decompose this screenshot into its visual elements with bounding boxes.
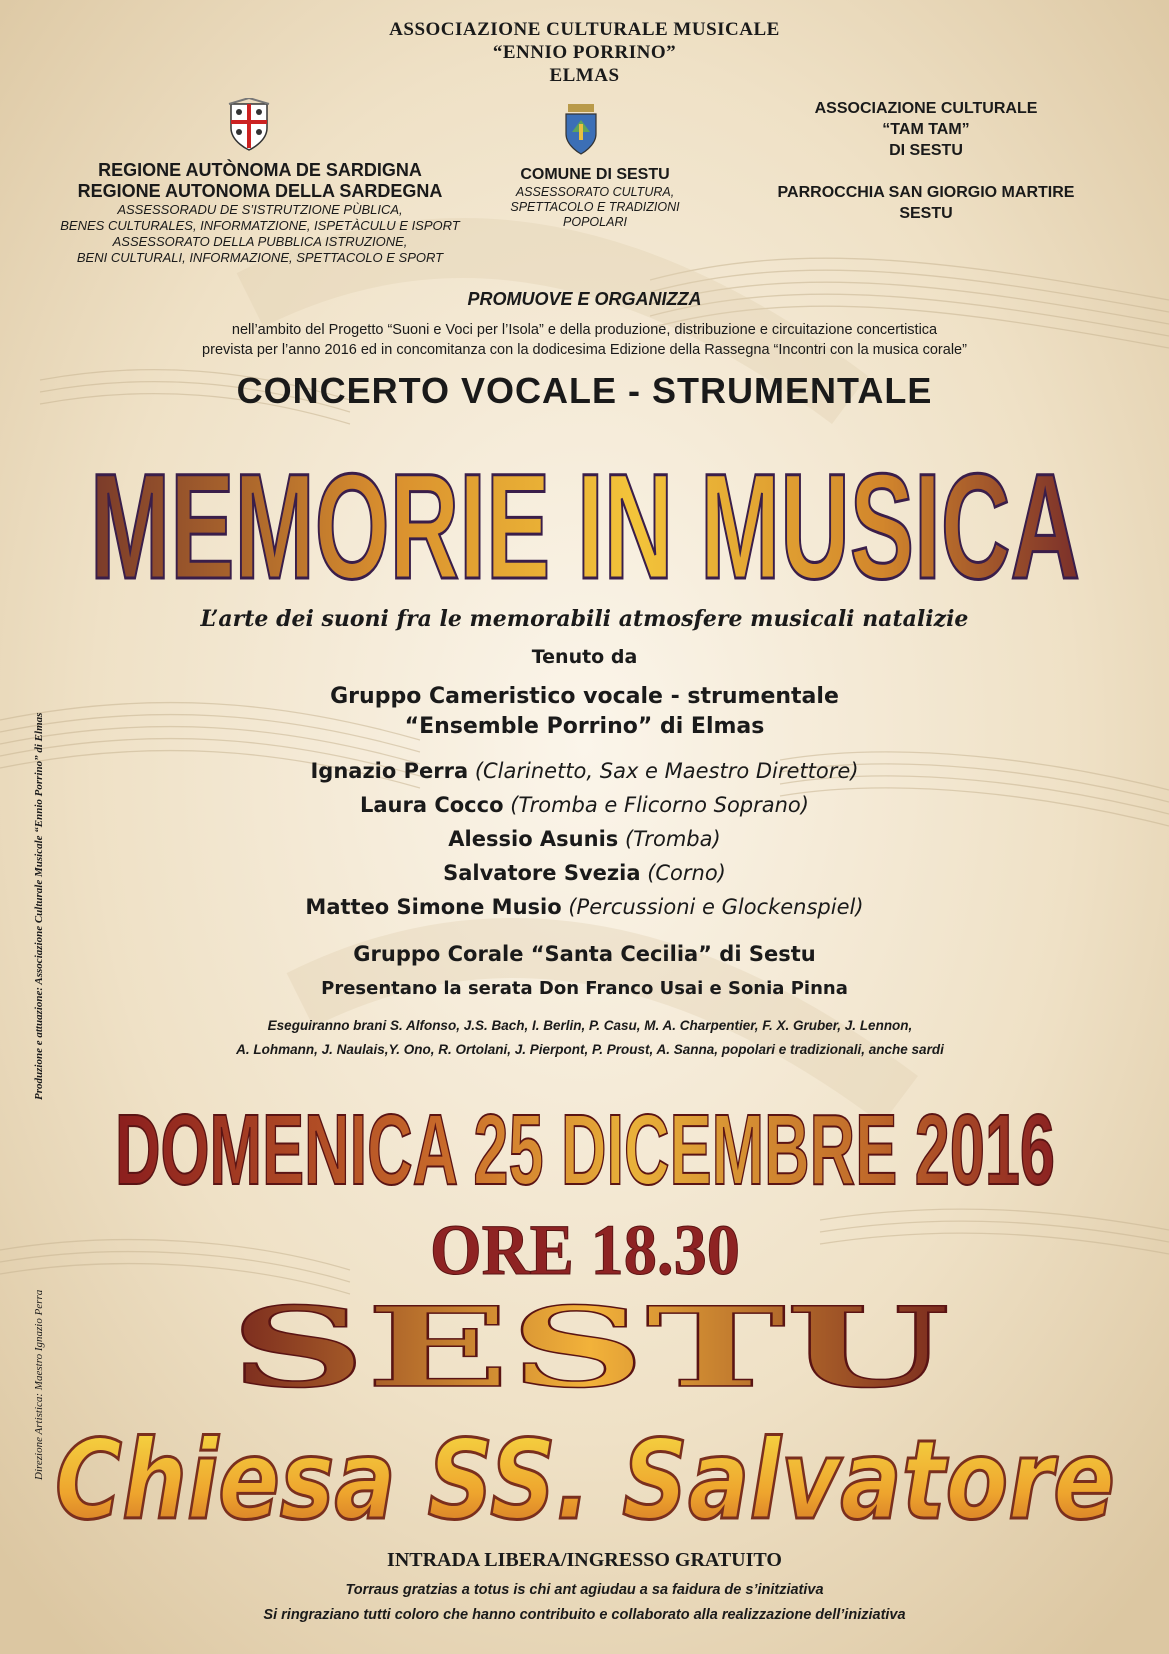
- region-sardinian-name: REGIONE AUTÒNOMA DE SARDIGNA: [98, 160, 422, 180]
- comune-sub-1: ASSESSORATO CULTURA,: [515, 185, 675, 199]
- concert-title-text: MEMORIE IN MUSICA: [90, 442, 1080, 608]
- member-role: (Corno): [647, 861, 726, 885]
- member-item: [0, 754, 1169, 788]
- concert-subtitle: L’arte dei suoni fra le memorabili atmosfere musicali natalizie: [200, 606, 969, 632]
- thanks-sardinian: Torraus gratzias a totus is chi ant agiudau a sa faidura de s’initziativa: [345, 1582, 824, 1598]
- promuove-heading: PROMUOVE E ORGANIZZA: [467, 289, 702, 309]
- members-list: [0, 754, 1169, 924]
- tamtam-line-2: “TAM TAM”: [882, 121, 970, 138]
- comune-block: [478, 165, 712, 230]
- region-sub-3: ASSESSORATO DELLA PUBBLICA ISTRUZIONE,: [112, 234, 408, 249]
- choir-name: Gruppo Corale “Santa Cecilia” di Sestu: [353, 942, 816, 966]
- association-name: ASSOCIAZIONE CULTURALE MUSICALE: [389, 19, 780, 40]
- member-item: [0, 822, 1169, 856]
- event-date-text: DOMENICA 25 DICEMBRE 2016: [115, 1094, 1055, 1202]
- ensemble-line-2: “Ensemble Porrino” di Elmas: [404, 714, 765, 739]
- association-porrino: “ENNIO PORRINO”: [492, 42, 677, 63]
- region-sub-2: BENES CULTURALES, INFORMATZIONE, ISPETÀCULU E ISPORT: [60, 218, 460, 233]
- event-time-text: ORE 18.30: [430, 1210, 740, 1290]
- event-venue-text: Chiesa SS. Salvatore: [55, 1416, 1115, 1540]
- artistic-direction-credit: Direzione Artistica: Maestro Ignazio Perra: [33, 1289, 45, 1480]
- event-town: [150, 1290, 1030, 1400]
- concert-type: CONCERTO VOCALE - STRUMENTALE: [236, 370, 933, 411]
- parish-name: PARROCCHIA SAN GIORGIO MARTIRE: [777, 184, 1075, 201]
- member-name: Matteo Simone Musio: [305, 895, 562, 919]
- member-item: [0, 890, 1169, 924]
- tamtam-line-1: ASSOCIAZIONE CULTURALE: [814, 100, 1038, 117]
- repertoire-line-2: A. Lohmann, J. Naulais,Y. Ono, R. Ortolani, J. Pierpont, P. Proust, A. Sanna, popolari e tradizionali, anche sardi: [236, 1042, 944, 1057]
- parish-town: SESTU: [899, 205, 953, 222]
- member-role: (Percussioni e Glockenspiel): [568, 895, 864, 919]
- comune-name: COMUNE DI SESTU: [520, 166, 670, 183]
- ensemble-line-1: Gruppo Cameristico vocale - strumentale: [330, 684, 839, 709]
- production-credit: Produzione e attuazione: Associazione Culturale Musicale “Ennio Porrino” di Elmas: [33, 712, 45, 1100]
- tamtam-line-3: DI SESTU: [889, 142, 963, 159]
- thanks-italian: Si ringraziano tutti coloro che hanno contribuito e collaborato alla realizzazione dell’iniziativa: [263, 1607, 906, 1623]
- member-role: (Clarinetto, Sax e Maestro Direttore): [474, 759, 859, 783]
- member-role: (Tromba e Flicorno Soprano): [510, 793, 809, 817]
- comune-sub-3: POPOLARI: [563, 215, 627, 229]
- ensemble-name: [0, 682, 1169, 742]
- project-line-2: prevista per l’anno 2016 ed in concomitanza con la dodicesima Edizione della Rassegna “Incontri con la musica corale”: [202, 342, 967, 358]
- association-town: ELMAS: [549, 65, 620, 86]
- event-time: [360, 1210, 810, 1290]
- member-item: [0, 788, 1169, 822]
- region-italian-name: REGIONE AUTONOMA DELLA SARDEGNA: [77, 181, 443, 201]
- repertoire: [150, 1014, 1030, 1062]
- partners-block: [736, 98, 1116, 224]
- member-item: [0, 856, 1169, 890]
- member-name: Laura Cocco: [360, 793, 504, 817]
- project-line-1: nell’ambito del Progetto “Suoni e Voci per l’Isola” e della produzione, distribuzione e circuitazione concertistica: [231, 322, 938, 338]
- presenters: Presentano la serata Don Franco Usai e Sonia Pinna: [321, 978, 848, 999]
- member-name: Salvatore Svezia: [443, 861, 641, 885]
- member-role: (Tromba): [624, 827, 721, 851]
- free-entry: INTRADA LIBERA/INGRESSO GRATUITO: [387, 1549, 782, 1571]
- project-description: [0, 320, 1169, 360]
- repertoire-line-1: Eseguiranno brani S. Alfonso, J.S. Bach, I. Berlin, P. Casu, M. A. Charpentier, F. X. Gruber, J. Lennon,: [267, 1018, 913, 1033]
- thanks-block: [0, 1578, 1169, 1628]
- region-sub-4: BENI CULTURALI, INFORMAZIONE, SPETTACOLO E SPORT: [76, 250, 444, 265]
- sardinia-coat-of-arms-icon: [225, 98, 273, 153]
- event-date: [60, 1092, 1110, 1202]
- region-block: [40, 160, 480, 266]
- member-name: Alessio Asunis: [448, 827, 619, 851]
- comune-sub-2: SPETTACOLO E TRADIZIONI: [510, 200, 680, 214]
- sestu-coat-of-arms-icon: [560, 102, 602, 156]
- tenuto-da: Tenuto da: [531, 646, 638, 668]
- event-town-text: SESTU: [230, 1290, 950, 1400]
- event-venue: [30, 1410, 1140, 1540]
- organizer-header: [0, 18, 1169, 87]
- concert-title: [80, 438, 1090, 608]
- member-name: Ignazio Perra: [310, 759, 469, 783]
- region-sub-1: ASSESSORADU DE S’ISTRUTZIONE PÙBLICA,: [117, 202, 403, 217]
